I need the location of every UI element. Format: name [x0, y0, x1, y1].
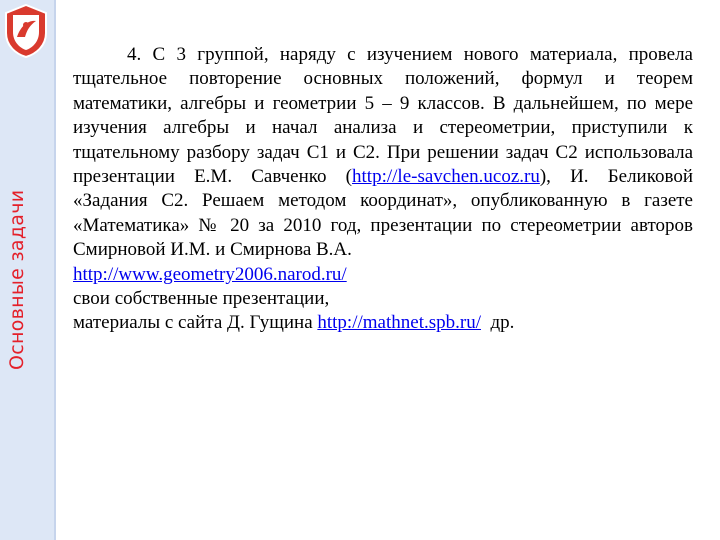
- sidebar-divider: [54, 0, 56, 540]
- mathnet-link[interactable]: http://mathnet.spb.ru/: [317, 312, 481, 334]
- paragraph-text-part2: ), И. Беликовой «Задания С2. Решаем методом координат», опубликованную в газете «Математика» № 20 за 2010 год, презентации по стереометрии авторов Смирновой И.М. и Смирнова В.А.: [73, 166, 693, 261]
- materials-prefix: материалы с сайта Д. Гущина: [73, 312, 318, 334]
- main-paragraph: [73, 43, 693, 263]
- geometry2006-link[interactable]: http://www.geometry2006.narod.ru/: [73, 263, 347, 285]
- materials-line: [73, 311, 693, 335]
- sidebar: [0, 0, 54, 540]
- materials-suffix: др.: [480, 312, 515, 334]
- shield-emblem-icon: [3, 3, 49, 59]
- paragraph-text-part1: 4. С 3 группой, наряду с изучением нового материала, провела тщательное повторение основных положений, формул и теорем математики, алгебры и геометрии 5 – 9 классов. В дальнейшем, по мере изучения алгебры и начал анализа и стереометрии, приступили к тщательному разбору задач С1 и С2. При решении задач С2 использовала презентации Е.М. Савченко (: [73, 44, 693, 188]
- savchenko-link[interactable]: http://le-savchen.ucoz.ru: [352, 166, 540, 188]
- own-presentations-line: свои собственные презентации,: [73, 288, 330, 310]
- slide-body: [73, 43, 693, 336]
- geometry-link-line: [73, 263, 693, 287]
- vertical-section-title: Основные задачи: [6, 189, 28, 370]
